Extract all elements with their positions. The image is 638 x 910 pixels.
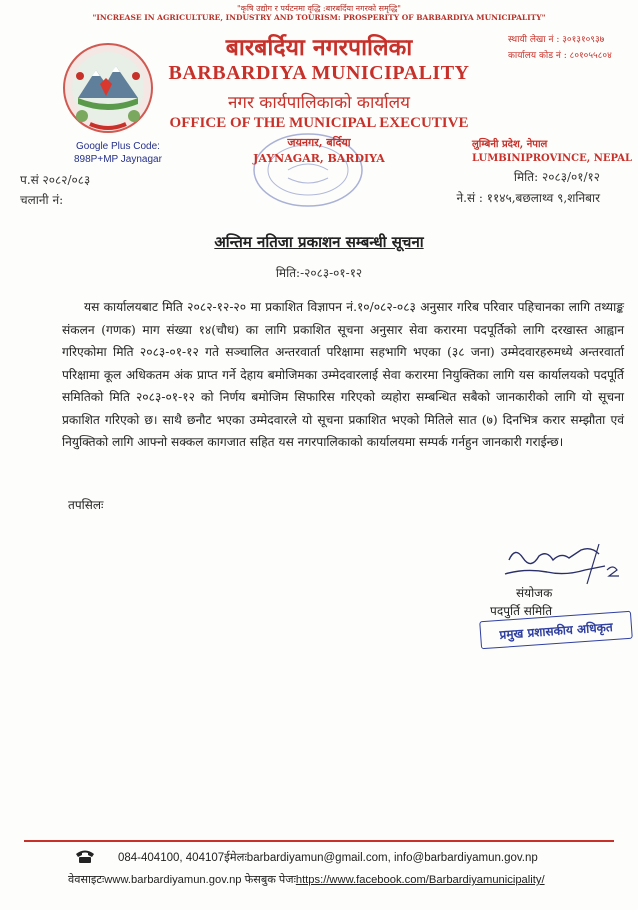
- registration-block: [508, 32, 612, 64]
- signer-role: संयोजक: [516, 586, 553, 600]
- province-english: LUMBINIPROVINCE, NEPAL: [472, 153, 633, 164]
- notice-body: यस कार्यालयबाट मिति २०८२-१२-२० मा प्रकाशित विज्ञापन नं.१०/०८२-०८३ अनुसार गरिब परिवार पहिचानका लागि तथ्याङ्क संकलन (गणक) माग संख्या १४(चौध) का लागि प्रकाशित सूचना अनुसार सेवा करारमा पदपूर्तिको लागि दरखास्त आह्वान गरिएकोमा मिति २०८३-०१-१२ गते सञ्चालित अन्तरवार्ता परिक्षामा सहभागि भएका (३८ जना) उम्मेदवारहरुमध्ये अन्तरवार्ता परिक्षामा कूल अधिकतम अंक प्राप्त गर्ने देहाय बमोजिमका उम्मेदवारलाई सेवा करारमा नियुक्तिका लागि यस कार्यालयको पदपूर्ति समितिको मिति २०८३-०१-१२ को निर्णय बमोजिम सिफारिस गरिएको व्यहोरा सम्बन्धित सबैको जानकारीको लागि यो सूचना प्रकाशित गरिएको छ। साथै छनौट भएका उम्मेदवारले यो सूचना प्रकाशित भएको मितिले सात (७) दिनभित्र करार सम्झौता एवं नियुक्तिको लागि आफ्नो सक्कल कागजात सहित यस नगरपालिकाको कार्यालयमा सम्पर्क गर्नहुन जानकारी गराईन्छ।: [62, 300, 624, 449]
- footer-web: [68, 872, 545, 887]
- notice-subject: अन्तिम नतिजा प्रकाशन सम्बन्धी सूचना: [214, 233, 424, 251]
- signer-committee: पदपुर्ति समिति: [490, 604, 553, 618]
- notice-date: मिति:-२०८३-०१-१२: [275, 266, 363, 280]
- chalani-number: चलानी नं:: [20, 193, 64, 207]
- facebook-link[interactable]: https://www.facebook.com/Barbardiyamunicipality/: [295, 874, 545, 886]
- telephone-icon: [74, 848, 96, 864]
- reference-left: [20, 170, 90, 210]
- address-nepali: जयनगर, बर्दिया: [287, 136, 351, 149]
- slogan-nepali: "कृषि उद्योग र पर्यटनमा वृद्धि :बारबर्दिया नगरको समृद्धि": [237, 4, 401, 13]
- footer-divider: [24, 840, 614, 842]
- slogan-english: "INCREASE IN AGRICULTURE, INDUSTRY AND TOURISM: PROSPERITY OF BARBARDIYA MUNICIPALITY": [92, 13, 546, 22]
- account-number: स्थायी लेखा नं : ३०१३१०९३७: [508, 35, 605, 45]
- handwritten-signature: [495, 540, 625, 588]
- website-label: वेवसाइटः: [68, 874, 105, 886]
- province-nepali: लुम्बिनी प्रदेश, नेपाल: [472, 139, 548, 150]
- chief-officer-stamp: प्रमुख प्रशासकीय अधिकृत: [479, 611, 633, 650]
- office-english: OFFICE OF THE MUNICIPAL EXECUTIVE: [169, 115, 469, 131]
- title-english: BARBARDIYA MUNICIPALITY: [168, 62, 470, 84]
- province-block: [472, 138, 632, 166]
- footer-contact: 084-404100, 404107ईमेलःbarbardiyamun@gmail.com, info@barbardiyamun.gov.np: [118, 852, 538, 864]
- patra-sankhya: प.सं २०८२/०८३: [20, 173, 91, 187]
- gplus-label: Google Plus Code:: [75, 141, 160, 152]
- facebook-label: फेसबुक पेजः: [241, 874, 296, 886]
- address-english: JAYNAGAR, BARDIYA: [253, 152, 385, 165]
- letter-date: मिति: २०८३/०१/१२: [513, 170, 600, 184]
- reference-right: [450, 167, 600, 209]
- tapasil-label: तपसिलः: [68, 498, 104, 512]
- nepal-sambat-date: ने.सं : ११४५,बछलाथ्व ९,शनिबार: [456, 191, 600, 205]
- gplus-value: 898P+MP Jaynagar: [74, 154, 162, 165]
- website-link[interactable]: www.barbardiyamun.gov.np: [104, 874, 242, 886]
- office-nepali: नगर कार्यपालिकाको कार्यालय: [227, 93, 411, 113]
- office-code: कार्यालय कोड नं : ८०१०५५८०४: [508, 51, 612, 61]
- title-nepali: बारबर्दिया नगरपालिका: [225, 34, 413, 61]
